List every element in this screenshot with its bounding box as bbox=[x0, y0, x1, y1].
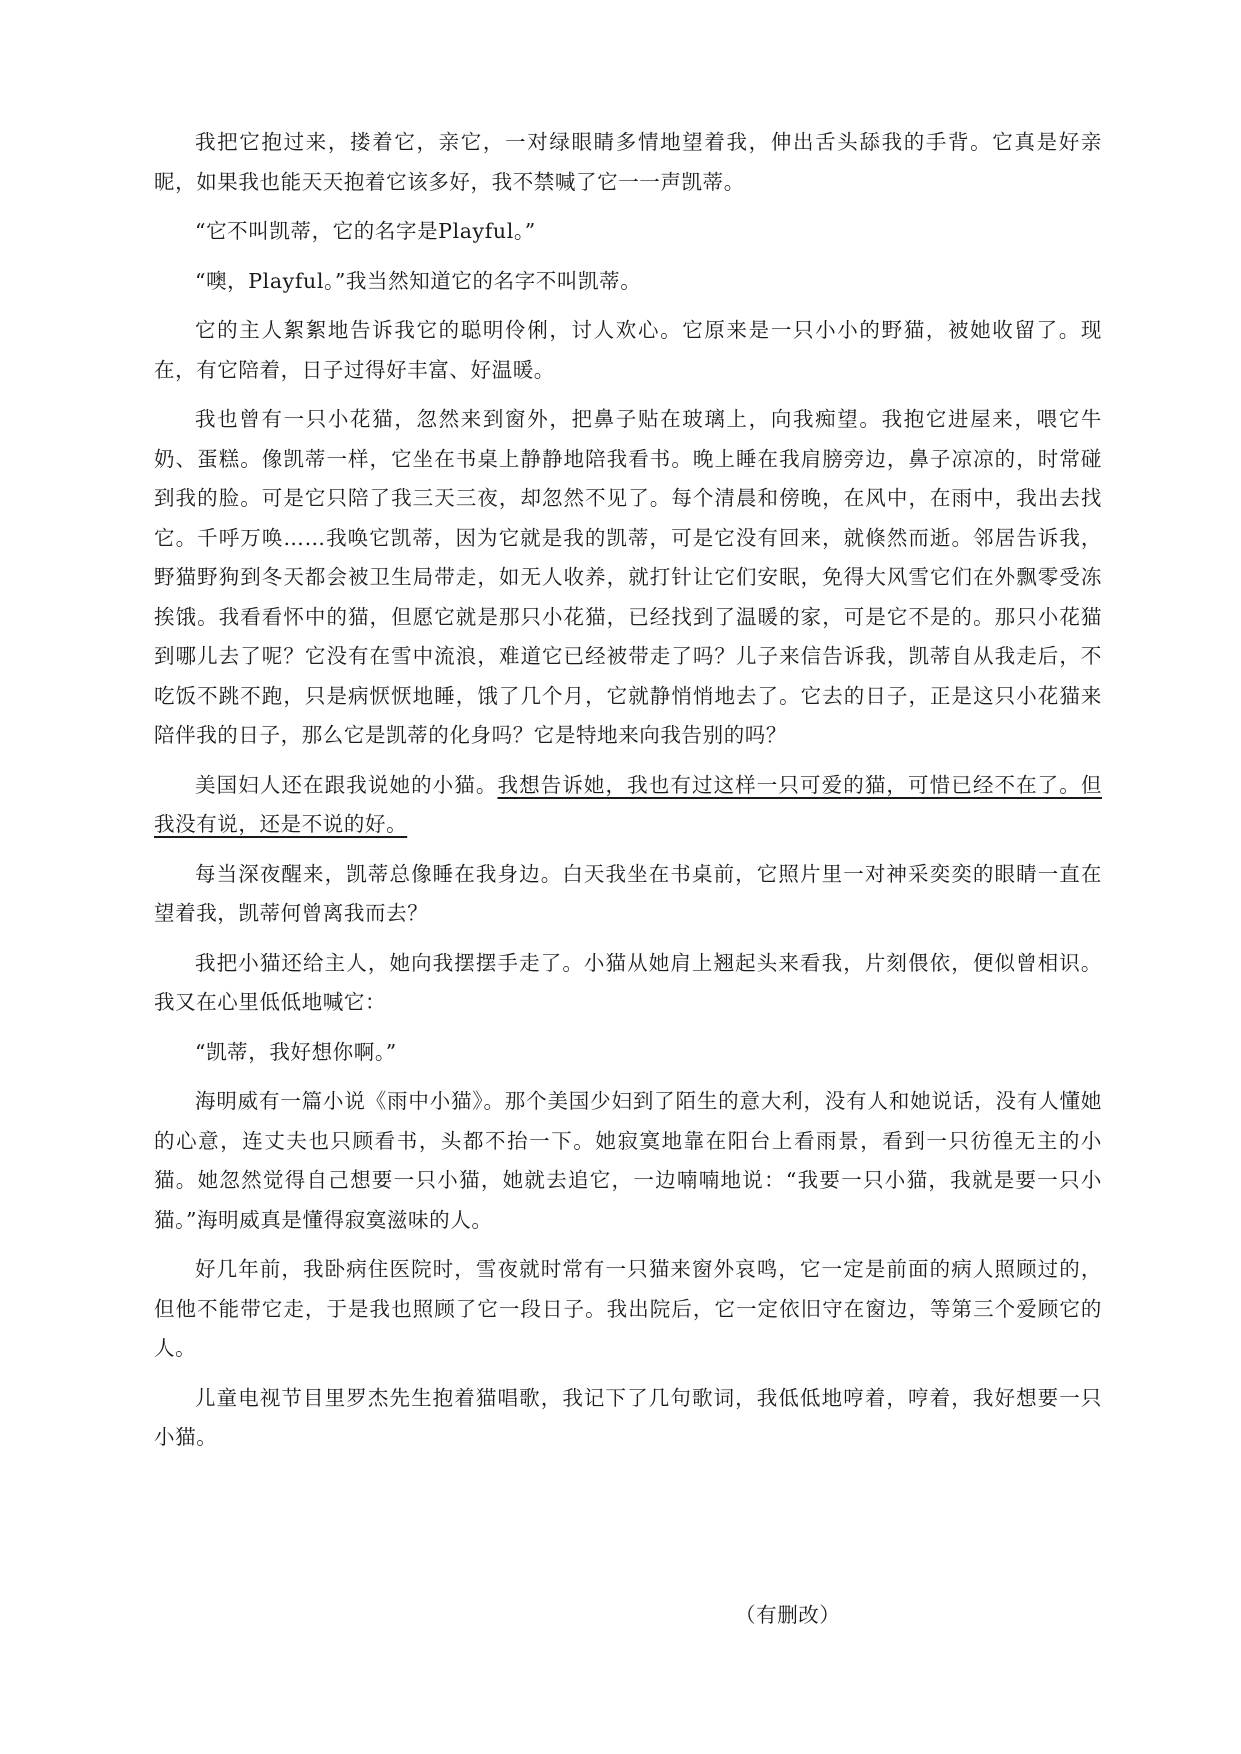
paragraph-10: 海明威有一篇小说《雨中小猫》。那个美国少妇到了陌生的意大利，没有人和她说话，没有人懂她的心意，连丈夫也只顾看书，头都不抬一下。她寂寞地靠在阳台上看雨景，看到一只彷徨无主的小猫。她忽然觉得自己想要一只小猫，她就去追它，一边喃喃地说：“我要一只小猫，我就是要一只小猫。”海明威真是懂得寂寞滋味的人。 bbox=[154, 1089, 1102, 1232]
article-body bbox=[154, 123, 1102, 1458]
paragraph-1: 我把它抱过来，搂着它，亲它，一对绿眼睛多情地望着我，伸出舌头舔我的手背。它真是好亲昵，如果我也能天天抱着它该多好，我不禁喊了它一一声凯蒂。 bbox=[154, 130, 1102, 194]
paragraph-9: “凯蒂，我好想你啊。” bbox=[195, 1039, 397, 1064]
paragraph-11: 好几年前，我卧病住医院时，雪夜就时常有一只猫来窗外哀鸣，它一定是前面的病人照顾过的，但他不能带它走，于是我也照顾了它一段日子。我出院后，它一定依旧守在窗边，等第三个爱顾它的人。 bbox=[154, 1257, 1102, 1360]
underlined-sentence: 我想告诉她，我也有过这样一只可爱的猫，可惜已经不在了。但我没有说，还是不说的好。 bbox=[154, 772, 1102, 836]
paragraph-7: 每当深夜醒来，凯蒂总像睡在我身边。白天我坐在书桌前，它照片里一对神采奕奕的眼睛一直在望着我，凯蒂何曾离我而去？ bbox=[154, 861, 1102, 925]
paragraph-2: “它不叫凯蒂，它的名字是Playful。” bbox=[195, 219, 536, 243]
paragraph-6-lead: 美国妇人还在跟我说她的小猫。 bbox=[195, 772, 498, 797]
paragraph-3: “噢，Playful。”我当然知道它的名字不叫凯蒂。 bbox=[195, 268, 642, 293]
paragraph-5: 我也曾有一只小花猫，忽然来到窗外，把鼻子贴在玻璃上，向我痴望。我抱它进屋来，喂它牛奶、蛋糕。像凯蒂一样，它坐在书桌上静静地陪我看书。晚上睡在我肩膀旁边，鼻子凉凉的，时常碰到我的脸。可是它只陪了我三天三夜，却忽然不见了。每个清晨和傍晚，在风中，在雨中，我出去找它。千呼万唤……我唤它凯蒂，因为它就是我的凯蒂，可是它没有回来，就倏然而逝。邻居告诉我，野猫野狗到冬天都会被卫生局带走，如无人收养，就打针让它们安眠，免得大风雪它们在外飘零受冻挨饿。我看看怀中的猫，但愿它就是那只小花猫，已经找到了温暖的家，可是它不是的。那只小花猫到哪儿去了呢？它没有在雪中流浪，难道它已经被带走了吗？儿子来信告诉我，凯蒂自从我走后，不吃饭不跳不跑，只是病恹恹地睡，饿了几个月，它就静悄悄地去了。它去的日子，正是这只小花猫来陪伴我的日子，那么它是凯蒂的化身吗？它是特地来向我告别的吗？ bbox=[154, 407, 1102, 747]
paragraph-12: 儿童电视节目里罗杰先生抱着猫唱歌，我记下了几句歌词，我低低地哼着，哼着，我好想要一只小猫。 bbox=[154, 1385, 1102, 1449]
paragraph-6 bbox=[154, 766, 1102, 845]
paragraph-4: 它的主人絮絮地告诉我它的聪明伶俐，讨人欢心。它原来是一只小小的野猫，被她收留了。现在，有它陪着，日子过得好丰富、好温暖。 bbox=[154, 318, 1102, 382]
paragraph-8: 我把小猫还给主人，她向我摆摆手走了。小猫从她肩上翘起头来看我，片刻偎依，便似曾相识。我又在心里低低地喊它： bbox=[154, 950, 1102, 1014]
edit-note: （有删改） bbox=[735, 1603, 841, 1627]
